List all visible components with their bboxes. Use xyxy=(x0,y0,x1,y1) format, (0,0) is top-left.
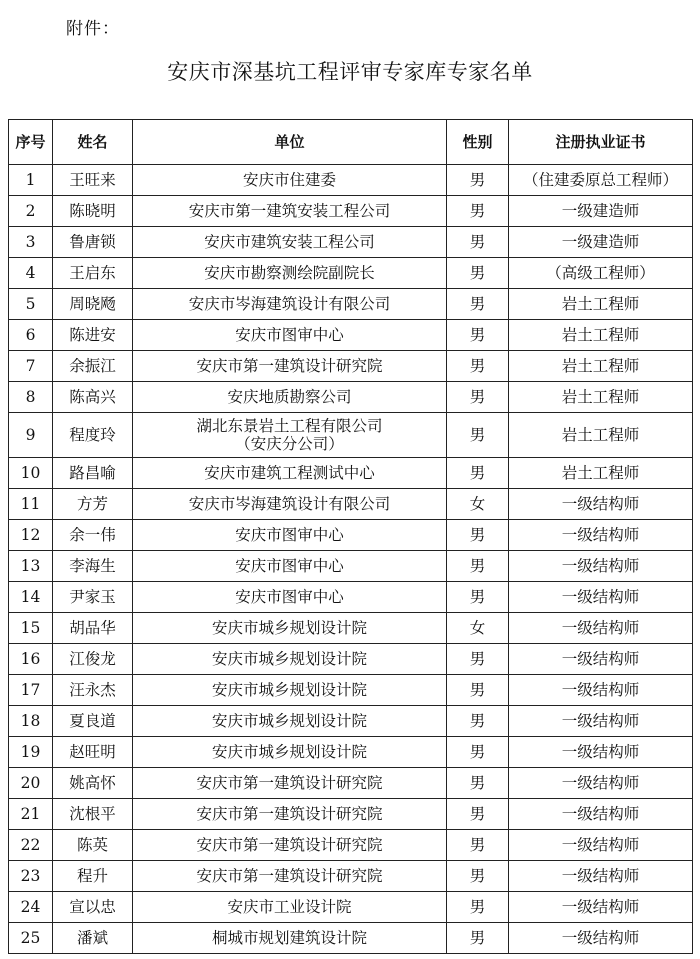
table-body xyxy=(9,165,693,954)
table-row xyxy=(9,320,693,351)
unit-cell: 安庆市第一建筑设计研究院 xyxy=(133,830,447,861)
seq-cell: 9 xyxy=(9,413,53,458)
seq-cell: 22 xyxy=(9,830,53,861)
name-cell: 李海生 xyxy=(53,551,133,582)
unit-cell: 安庆地质勘察公司 xyxy=(133,382,447,413)
table-row xyxy=(9,382,693,413)
unit-cell: 安庆市第一建筑安装工程公司 xyxy=(133,196,447,227)
table-row xyxy=(9,196,693,227)
unit-cell: 安庆市第一建筑设计研究院 xyxy=(133,861,447,892)
gender-cell: 女 xyxy=(447,489,509,520)
gender-cell: 男 xyxy=(447,520,509,551)
table-row xyxy=(9,551,693,582)
gender-cell: 男 xyxy=(447,923,509,954)
unit-cell: 安庆市建筑安装工程公司 xyxy=(133,227,447,258)
name-cell: 周晓飏 xyxy=(53,289,133,320)
seq-cell: 20 xyxy=(9,768,53,799)
table-row xyxy=(9,768,693,799)
unit-line-2: （安庆分公司） xyxy=(235,435,344,453)
seq-cell: 16 xyxy=(9,644,53,675)
gender-cell: 男 xyxy=(447,289,509,320)
gender-cell: 男 xyxy=(447,644,509,675)
unit-cell: 安庆市城乡规划设计院 xyxy=(133,644,447,675)
gender-cell: 女 xyxy=(447,613,509,644)
unit-cell: 安庆市城乡规划设计院 xyxy=(133,737,447,768)
seq-cell: 6 xyxy=(9,320,53,351)
certificate-cell: 岩土工程师 xyxy=(509,458,693,489)
table-row xyxy=(9,830,693,861)
table-row xyxy=(9,644,693,675)
seq-cell: 11 xyxy=(9,489,53,520)
unit-cell: 安庆市图审中心 xyxy=(133,520,447,551)
gender-cell: 男 xyxy=(447,351,509,382)
name-cell: 潘斌 xyxy=(53,923,133,954)
certificate-cell: 一级结构师 xyxy=(509,613,693,644)
document-title: 安庆市深基坑工程评审专家库专家名单 xyxy=(167,60,533,84)
seq-cell: 23 xyxy=(9,861,53,892)
certificate-cell: 一级结构师 xyxy=(509,892,693,923)
unit-cell xyxy=(133,413,447,458)
unit-cell: 安庆市城乡规划设计院 xyxy=(133,613,447,644)
certificate-cell: 一级结构师 xyxy=(509,551,693,582)
gender-cell: 男 xyxy=(447,551,509,582)
name-cell: 汪永杰 xyxy=(53,675,133,706)
name-cell: 陈高兴 xyxy=(53,382,133,413)
table-header xyxy=(9,120,693,165)
unit-cell: 安庆市勘察测绘院副院长 xyxy=(133,258,447,289)
unit-cell: 安庆市工业设计院 xyxy=(133,892,447,923)
table-row xyxy=(9,737,693,768)
name-cell: 江俊龙 xyxy=(53,644,133,675)
header-gender: 性别 xyxy=(447,120,509,165)
header-row xyxy=(9,120,693,165)
name-cell: 夏良道 xyxy=(53,706,133,737)
table-row xyxy=(9,258,693,289)
seq-cell: 2 xyxy=(9,196,53,227)
gender-cell: 男 xyxy=(447,582,509,613)
name-cell: 陈晓明 xyxy=(53,196,133,227)
name-cell: 陈进安 xyxy=(53,320,133,351)
certificate-cell: 一级结构师 xyxy=(509,675,693,706)
certificate-cell: 一级结构师 xyxy=(509,582,693,613)
certificate-cell: 一级结构师 xyxy=(509,489,693,520)
header-seq: 序号 xyxy=(9,120,53,165)
unit-cell: 桐城市规划建筑设计院 xyxy=(133,923,447,954)
certificate-cell: 岩土工程师 xyxy=(509,413,693,458)
seq-cell: 21 xyxy=(9,799,53,830)
unit-cell: 安庆市图审中心 xyxy=(133,320,447,351)
header-name: 姓名 xyxy=(53,120,133,165)
table-row xyxy=(9,923,693,954)
gender-cell: 男 xyxy=(447,320,509,351)
table-row xyxy=(9,582,693,613)
seq-cell: 4 xyxy=(9,258,53,289)
gender-cell: 男 xyxy=(447,258,509,289)
unit-line: 湖北东景岩土工程有限公司 xyxy=(196,417,383,435)
seq-cell: 3 xyxy=(9,227,53,258)
table-row xyxy=(9,799,693,830)
gender-cell: 男 xyxy=(447,196,509,227)
certificate-cell: 一级建造师 xyxy=(509,227,693,258)
name-cell: 余振江 xyxy=(53,351,133,382)
name-cell: 宣以忠 xyxy=(53,892,133,923)
table-row xyxy=(9,289,693,320)
table-row xyxy=(9,351,693,382)
unit-cell: 安庆市图审中心 xyxy=(133,551,447,582)
unit-cell: 安庆市建筑工程测试中心 xyxy=(133,458,447,489)
seq-cell: 24 xyxy=(9,892,53,923)
unit-cell: 安庆市第一建筑设计研究院 xyxy=(133,799,447,830)
name-cell: 赵旺明 xyxy=(53,737,133,768)
gender-cell: 男 xyxy=(447,737,509,768)
table-row xyxy=(9,165,693,196)
table-row xyxy=(9,892,693,923)
name-cell: 陈英 xyxy=(53,830,133,861)
name-cell: 程度玲 xyxy=(53,413,133,458)
table-row xyxy=(9,520,693,551)
gender-cell: 男 xyxy=(447,768,509,799)
name-cell: 沈根平 xyxy=(53,799,133,830)
name-cell: 王旺来 xyxy=(53,165,133,196)
certificate-cell: 一级结构师 xyxy=(509,799,693,830)
seq-cell: 18 xyxy=(9,706,53,737)
table-row xyxy=(9,613,693,644)
seq-cell: 8 xyxy=(9,382,53,413)
seq-cell: 13 xyxy=(9,551,53,582)
seq-cell: 25 xyxy=(9,923,53,954)
table-row xyxy=(9,458,693,489)
certificate-cell: 一级结构师 xyxy=(509,520,693,551)
gender-cell: 男 xyxy=(447,675,509,706)
name-cell: 方芳 xyxy=(53,489,133,520)
certificate-cell: （住建委原总工程师） xyxy=(509,165,693,196)
gender-cell: 男 xyxy=(447,458,509,489)
seq-cell: 1 xyxy=(9,165,53,196)
certificate-cell: 岩土工程师 xyxy=(509,382,693,413)
certificate-cell: 一级结构师 xyxy=(509,737,693,768)
unit-cell: 安庆市第一建筑设计研究院 xyxy=(133,351,447,382)
unit-cell: 安庆市岑海建筑设计有限公司 xyxy=(133,489,447,520)
unit-cell: 安庆市城乡规划设计院 xyxy=(133,706,447,737)
table-row xyxy=(9,489,693,520)
seq-cell: 19 xyxy=(9,737,53,768)
gender-cell: 男 xyxy=(447,165,509,196)
table-row xyxy=(9,413,693,458)
unit-cell: 安庆市第一建筑设计研究院 xyxy=(133,768,447,799)
certificate-cell: 一级建造师 xyxy=(509,196,693,227)
name-cell: 路昌喻 xyxy=(53,458,133,489)
gender-cell: 男 xyxy=(447,799,509,830)
table-row xyxy=(9,706,693,737)
name-cell: 胡品华 xyxy=(53,613,133,644)
unit-cell: 安庆市城乡规划设计院 xyxy=(133,675,447,706)
gender-cell: 男 xyxy=(447,413,509,458)
gender-cell: 男 xyxy=(447,706,509,737)
certificate-cell: 岩土工程师 xyxy=(509,289,693,320)
certificate-cell: 一级结构师 xyxy=(509,644,693,675)
attachment-label: 附件： xyxy=(66,19,120,39)
unit-cell: 安庆市住建委 xyxy=(133,165,447,196)
table-row xyxy=(9,227,693,258)
seq-cell: 17 xyxy=(9,675,53,706)
certificate-cell: 一级结构师 xyxy=(509,830,693,861)
certificate-cell: 一级结构师 xyxy=(509,706,693,737)
seq-cell: 12 xyxy=(9,520,53,551)
header-certificate: 注册执业证书 xyxy=(509,120,693,165)
certificate-cell: （高级工程师） xyxy=(509,258,693,289)
seq-cell: 15 xyxy=(9,613,53,644)
name-cell: 尹家玉 xyxy=(53,582,133,613)
expert-roster-table xyxy=(8,119,693,954)
unit-cell: 安庆市岑海建筑设计有限公司 xyxy=(133,289,447,320)
seq-cell: 7 xyxy=(9,351,53,382)
name-cell: 鲁唐锁 xyxy=(53,227,133,258)
seq-cell: 5 xyxy=(9,289,53,320)
seq-cell: 14 xyxy=(9,582,53,613)
seq-cell: 10 xyxy=(9,458,53,489)
gender-cell: 男 xyxy=(447,830,509,861)
certificate-cell: 一级结构师 xyxy=(509,768,693,799)
certificate-cell: 岩土工程师 xyxy=(509,351,693,382)
gender-cell: 男 xyxy=(447,892,509,923)
gender-cell: 男 xyxy=(447,861,509,892)
unit-cell: 安庆市图审中心 xyxy=(133,582,447,613)
name-cell: 姚高怀 xyxy=(53,768,133,799)
gender-cell: 男 xyxy=(447,382,509,413)
gender-cell: 男 xyxy=(447,227,509,258)
table-row xyxy=(9,861,693,892)
certificate-cell: 岩土工程师 xyxy=(509,320,693,351)
certificate-cell: 一级结构师 xyxy=(509,923,693,954)
header-unit: 单位 xyxy=(133,120,447,165)
name-cell: 王启东 xyxy=(53,258,133,289)
certificate-cell: 一级结构师 xyxy=(509,861,693,892)
name-cell: 余一伟 xyxy=(53,520,133,551)
table-row xyxy=(9,675,693,706)
name-cell: 程升 xyxy=(53,861,133,892)
